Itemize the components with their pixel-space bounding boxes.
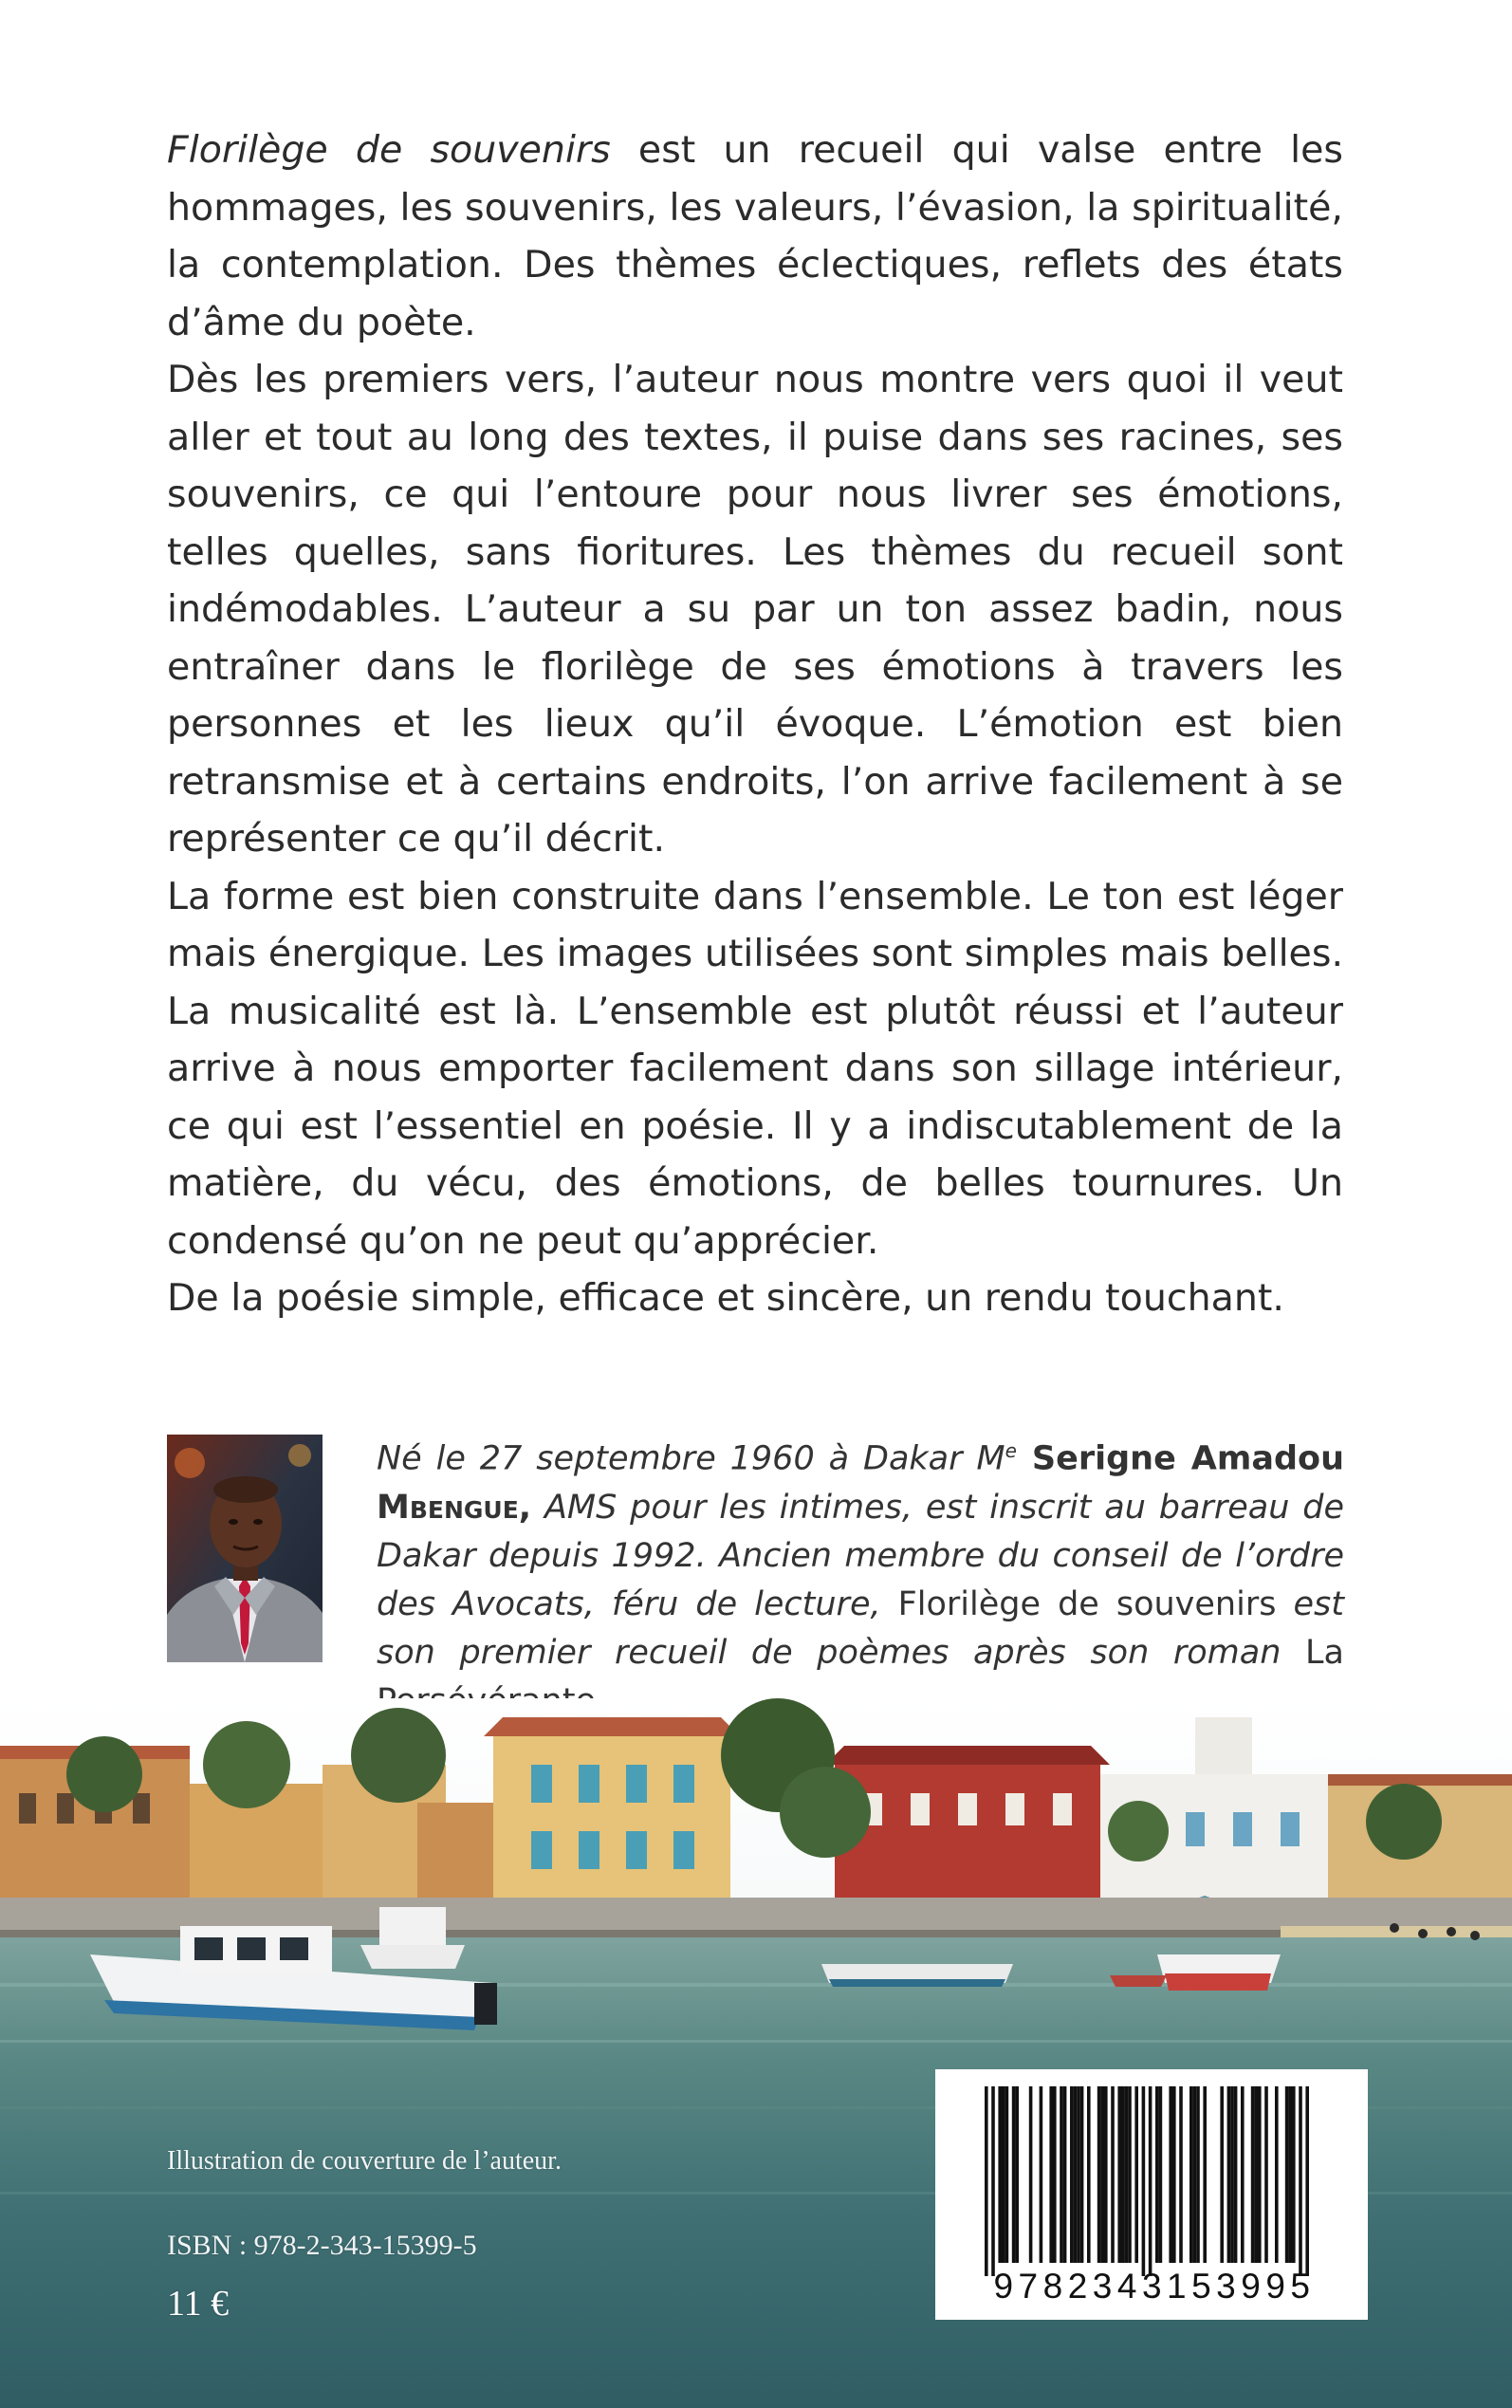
barcode-bar [1299, 2086, 1302, 2276]
barcode-bar [1169, 2086, 1172, 2263]
blurb-paragraph-2: Dès les premiers vers, l’auteur nous montre vers quoi il veut aller et tout au long des textes, il puise dans ses racines, ses souvenirs, ce qui l’entoure pour nous livrer ses émotions, telles quelles, sans fioritures. Les thèmes du recueil sont indémodables. L’auteur a su par un ton assez badin, nous entraîner dans le florilège de ses émotions à travers les personnes et les lieux qu’il évoque. L’émotion est bien retransmise et à certains endroits, l’on arrive facilement à se représenter ce qu’il décrit. [167, 358, 1343, 861]
barcode-bar [1053, 2086, 1057, 2263]
barcode-bar [1074, 2086, 1078, 2263]
barcode-bar [1100, 2086, 1104, 2263]
barcode-digits: 9782343153995 [993, 2267, 1316, 2306]
author-photo [167, 1435, 323, 1662]
author-book-title-2: La [1305, 1633, 1344, 1672]
barcode-bar [1077, 2086, 1080, 2263]
barcode-bar [985, 2086, 988, 2276]
barcode-bar [1060, 2086, 1063, 2263]
barcode-bar [1087, 2086, 1091, 2263]
author-bio-birth: Né le 27 septembre 1960 à Dakar M [377, 1439, 1005, 1478]
barcode-bar [1285, 2086, 1289, 2263]
author-bio-career: AMS pour les intimes, est inscrit au barreau de Dakar depuis 1992. Ancien membre du conseil de l’ordre des Avocats, féru de lecture, [377, 1488, 1344, 1623]
barcode-bar [1305, 2086, 1309, 2276]
barcode-bar [1241, 2086, 1245, 2263]
barcode-bar [1111, 2086, 1115, 2263]
barcode-bar [1258, 2086, 1262, 2263]
cover-credit: Illustration de couverture de l’auteur. [167, 2146, 562, 2176]
barcode-bar [1234, 2086, 1238, 2263]
barcode-bar [1159, 2086, 1163, 2263]
barcode-bar [1230, 2086, 1234, 2263]
barcode-bar [1070, 2086, 1074, 2263]
author-surname: Mbengue, [377, 1488, 532, 1527]
blurb-paragraph-1 [167, 121, 1343, 351]
barcode-bar [1220, 2086, 1224, 2263]
barcode-bar [1121, 2086, 1125, 2263]
barcode-bar [998, 2086, 1002, 2263]
barcode-bar [1275, 2086, 1279, 2263]
barcode-bar [1005, 2086, 1009, 2263]
book-title-italic: Florilège de souvenirs [167, 128, 611, 172]
barcode-bar [1002, 2086, 1005, 2263]
blurb-paragraph-3: La forme est bien construite dans l’ensemble. Le ton est léger mais énergique. Les images utilisées sont simples mais belles. La musicalité est là. L’ensemble est plutôt réussi et l’auteur arrive à nous emporter facilement dans son sillage intérieur, ce qui est l’essentiel en poésie. Il y a indiscutablement de la matière, du vécu, des émotions, de belles tournures. Un condensé qu’on ne peut qu’apprécier. [167, 874, 1343, 1263]
barcode-bar [1049, 2086, 1053, 2263]
blurb-text [167, 121, 1343, 1327]
price-label: 11 € [167, 2284, 230, 2324]
barcode-bar [1264, 2086, 1268, 2263]
barcode-bar [1040, 2086, 1043, 2263]
barcode-bar [1179, 2086, 1183, 2263]
barcode-bar [1292, 2086, 1296, 2263]
barcode-bar [1251, 2086, 1255, 2263]
barcode-bar [1134, 2086, 1138, 2263]
author-name: Serigne Amadou [1016, 1439, 1344, 1478]
barcode-bar [1227, 2086, 1231, 2263]
barcode-bar [1142, 2086, 1146, 2276]
barcode-bar [1080, 2086, 1084, 2263]
barcode-box [935, 2069, 1368, 2320]
barcode-bar [1015, 2086, 1019, 2263]
barcode-bar [1155, 2086, 1159, 2263]
blurb-paragraph-4: De la poésie simple, efficace et sincère, un rendu touchant. [167, 1276, 1284, 1320]
barcode-bar [1097, 2086, 1101, 2263]
isbn-label: ISBN : 978-2-343-15399-5 [167, 2230, 477, 2261]
barcode-bar [991, 2086, 995, 2276]
barcode-bar [1189, 2086, 1193, 2263]
barcode-bar [1254, 2086, 1258, 2263]
barcode-bar [1029, 2086, 1033, 2263]
barcode-bar [1196, 2086, 1200, 2263]
author-bio-works: est son premier recueil de poèmes après son roman [377, 1584, 1344, 1672]
blurb-paragraph-1-text: est un recueil qui valse entre les hommages, les souvenirs, les valeurs, l’évasion, la spiritualité, la contemplation. Des thèmes éclectiques, reflets des états d’âme du poète. [167, 128, 1343, 344]
barcode-bar [1104, 2086, 1108, 2263]
barcode-bar [1288, 2086, 1292, 2263]
barcode-bar [1172, 2086, 1176, 2263]
barcode-bar [1012, 2086, 1016, 2263]
barcode-bar [1203, 2086, 1207, 2263]
author-title-superscript: e [1005, 1439, 1017, 1462]
author-bio [377, 1427, 1344, 1726]
author-book-title-1: Florilège de souvenirs [897, 1584, 1277, 1623]
barcode-bar [1117, 2086, 1121, 2263]
barcode-bar [1149, 2086, 1152, 2276]
barcode-bar [1128, 2086, 1132, 2263]
barcode-bar [1125, 2086, 1129, 2263]
barcode-bar [1063, 2086, 1067, 2263]
barcode-bar [1193, 2086, 1197, 2263]
author-portrait-image [167, 1435, 323, 1662]
